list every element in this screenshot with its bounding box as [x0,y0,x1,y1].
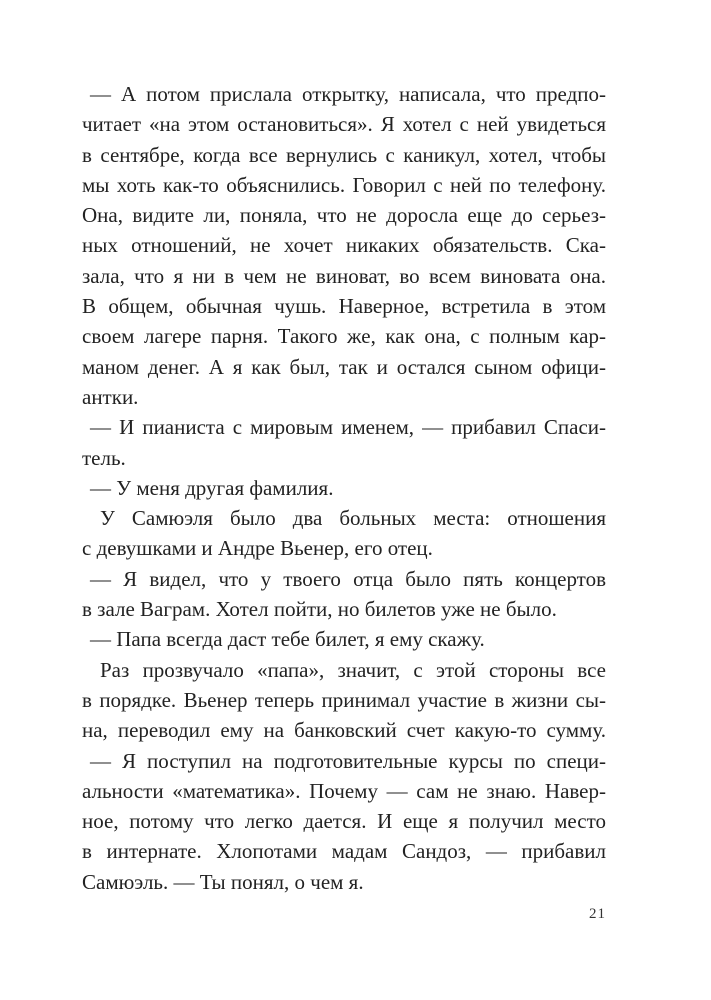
text-line: — У меня другая фамилия. [90,475,334,500]
text-line: тель. [82,445,126,470]
text-line: — Я видел, что у твоего отца было пять концертов [90,566,606,591]
text-line: ное, потому что легко дается. И еще я получил место [82,809,606,834]
body-text [82,79,606,897]
text-line: зала, что я ни в чем не виноват, во всем виновата она. [82,263,606,288]
text-line: маном денег. А я как был, так и остался сыном офици- [82,354,606,379]
page-number: 21 [589,906,606,922]
text-line: — Папа всегда даст тебе билет, я ему скажу. [90,627,485,652]
text-line: Самюэль. — Ты понял, о чем я. [82,869,364,894]
text-line: в зале Ваграм. Хотел пойти, но билетов уже не было. [82,597,557,622]
text-line: в сентябре, когда все вернулись с каникул, хотел, чтобы [82,142,606,167]
text-line: — И пианиста с мировым именем, — прибавил Спаси- [90,415,606,440]
text-line: альности «математика». Почему — сам не знаю. Навер- [82,778,606,803]
text-line: с девушками и Андре Вьенер, его отец. [82,536,433,561]
text-line: в порядке. Вьенер теперь принимал участие в жизни сы- [82,687,606,712]
text-line: — А потом прислала открытку, написала, что предпо- [90,82,606,106]
text-line: своем лагере парня. Такого же, как она, с полным кар- [82,324,606,349]
text-line: У Самюэля было два больных места: отношения [100,506,606,531]
text-line: Она, видите ли, поняла, что не доросла еще до серьез- [82,203,606,228]
text-line: мы хоть как-то объяснились. Говорил с ней по телефону. [82,172,606,197]
text-line: читает «на этом остановиться». Я хотел с ней увидеться [82,112,606,137]
text-line: антки. [82,384,139,409]
text-line: Раз прозвучало «папа», значит, с этой стороны все [100,657,606,682]
text-line: В общем, обычная чушь. Наверное, встретила в этом [82,294,606,319]
text-line: ных отношений, не хочет никаких обязательств. Ска- [82,233,606,258]
text-line: в интернате. Хлопотами мадам Сандоз, — прибавил [82,839,606,864]
text-line: — Я поступил на подготовительные курсы по специ- [90,748,606,773]
text-line: на, переводил ему на банковский счет какую-то сумму. [82,718,606,743]
